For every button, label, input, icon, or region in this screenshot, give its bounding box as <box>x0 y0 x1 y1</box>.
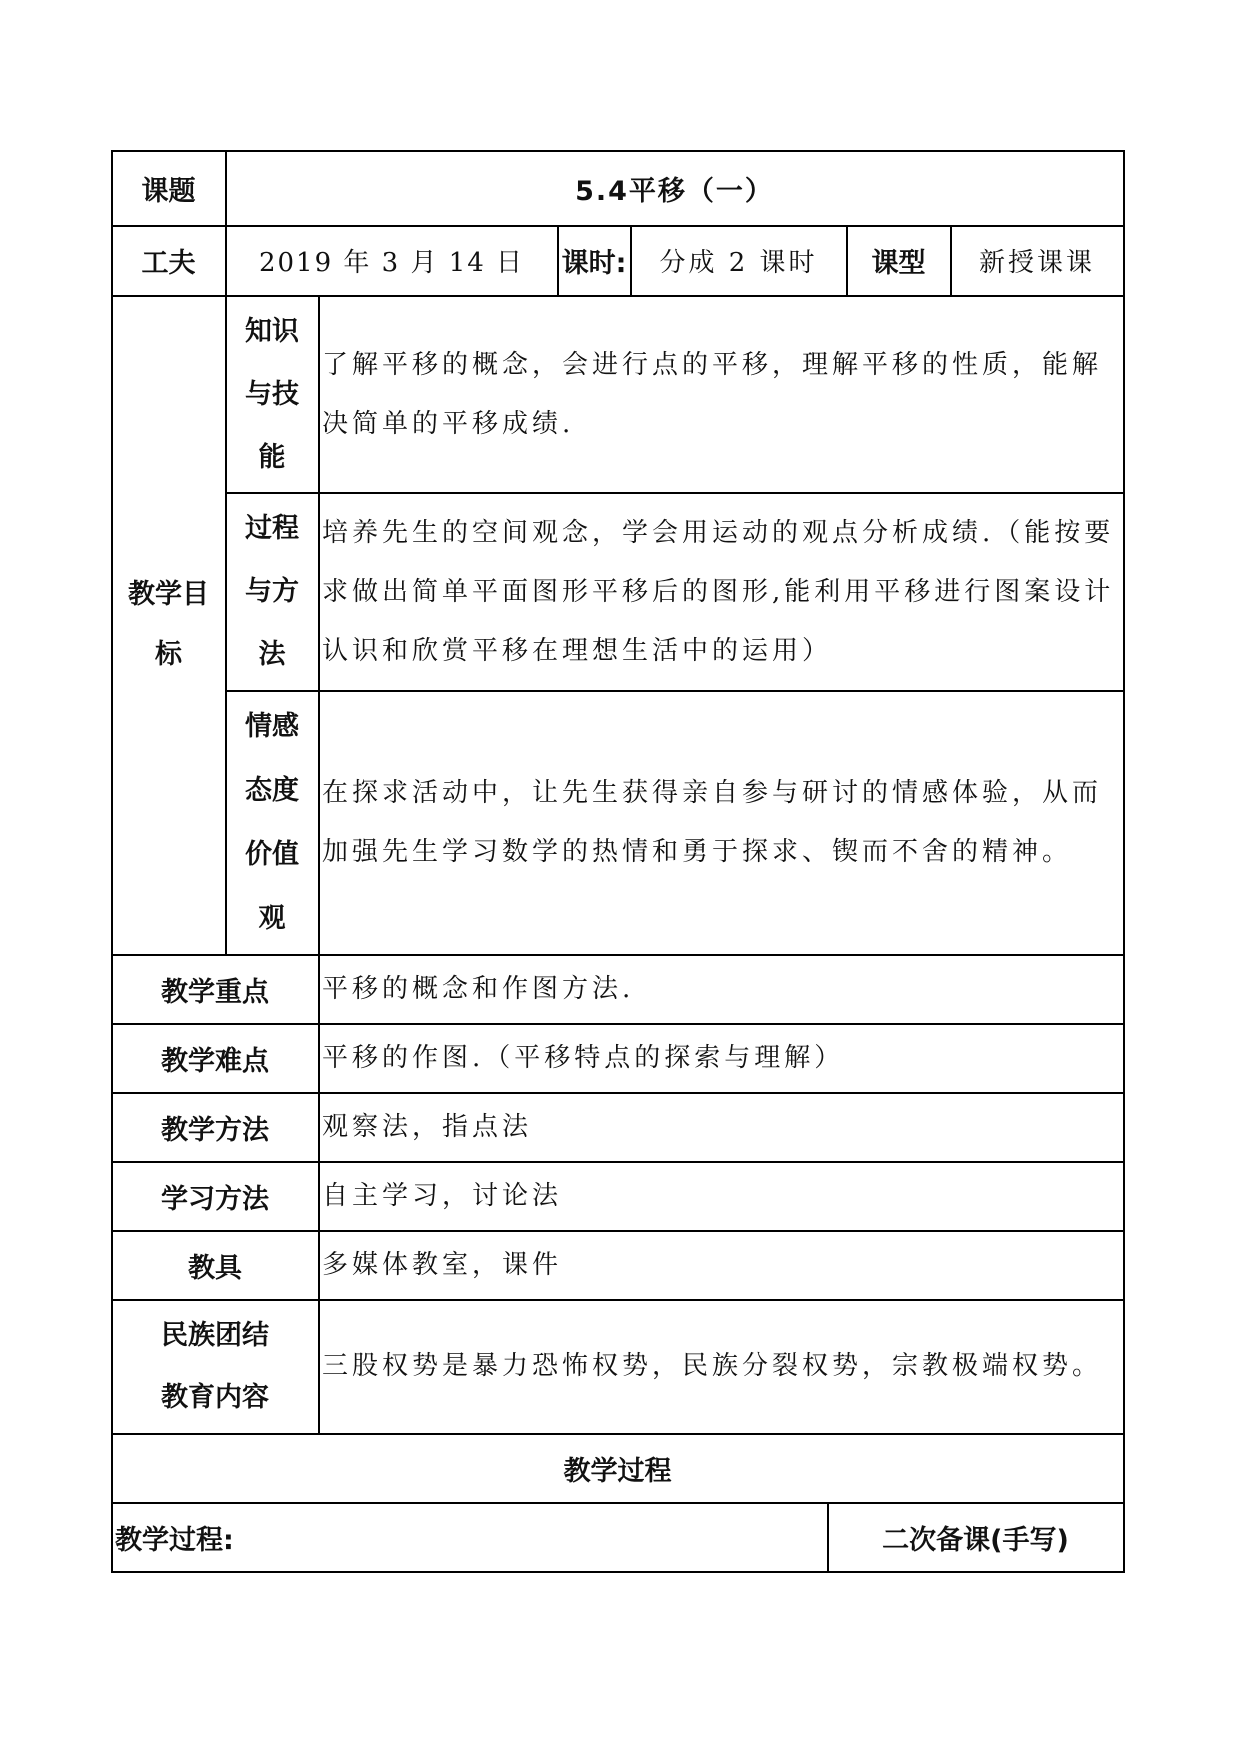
key-point-label: 教学重点 <box>161 976 269 1008</box>
emotion-label <box>226 691 318 954</box>
learning-method-value: 自主学习，讨论法 <box>322 1180 563 1211</box>
table-border <box>1123 150 1125 1573</box>
process-section-title: 教学过程 <box>563 1455 672 1487</box>
process-label-line: 与方 <box>245 576 299 607</box>
process-label <box>226 493 318 690</box>
period-value: 分成 2 课时 <box>659 248 818 278</box>
unity-label <box>112 1300 318 1433</box>
objectives-label <box>112 296 225 954</box>
table-border <box>111 1571 1124 1573</box>
emotion-label-line: 价值 <box>245 838 299 870</box>
teaching-tools-label: 教具 <box>188 1252 242 1284</box>
second-prep-label: 二次备课(手写) <box>882 1524 1069 1556</box>
table-border <box>225 690 1124 692</box>
teaching-tools-value: 多媒体教室，课件 <box>322 1249 563 1280</box>
emotion-label-line: 观 <box>258 902 286 934</box>
knowledge-label <box>226 296 318 492</box>
topic-label: 课题 <box>141 175 196 207</box>
table-border <box>225 492 1124 494</box>
topic-value: 5.4平移（一） <box>575 175 774 207</box>
difficulty-label: 教学难点 <box>161 1045 269 1077</box>
process-label-line: 过程 <box>245 513 299 544</box>
unity-label-line: 教育内容 <box>161 1381 269 1413</box>
type-label: 课型 <box>871 248 926 279</box>
key-point-value: 平移的概念和作图方法. <box>322 973 635 1004</box>
process-label-line: 法 <box>258 639 286 670</box>
knowledge-label-line: 与技 <box>245 378 299 410</box>
teaching-method-label: 教学方法 <box>161 1114 269 1146</box>
teaching-method-value: 观察法，指点法 <box>322 1111 533 1142</box>
learning-method-label: 学习方法 <box>161 1183 269 1215</box>
knowledge-label-line: 能 <box>258 441 286 473</box>
date-label: 工夫 <box>141 248 196 279</box>
objectives-label-line: 标 <box>155 639 182 670</box>
type-value: 新授课课 <box>978 248 1095 278</box>
process-text: 培养先生的空间观念，学会用运动的观点分析成绩.（能按要求做出简单平面图形平移后的图形,能利用平移进行图案设计认识和欣赏平移在理想生活中的运用） <box>322 517 1115 666</box>
date-value: 2019 年 3 月 14 日 <box>258 248 525 278</box>
knowledge-text: 了解平移的概念，会进行点的平移，理解平移的性质，能解决简单的平移成绩. <box>322 350 1103 439</box>
difficulty-value: 平移的作图.（平移特点的探索与理解） <box>322 1042 845 1073</box>
period-label: 课时: <box>561 248 627 279</box>
knowledge-label-line: 知识 <box>245 315 299 347</box>
unity-value: 三股权势是暴力恐怖权势，民族分裂权势，宗教极端权势。 <box>322 1351 1103 1381</box>
emotion-label-line: 态度 <box>245 774 299 806</box>
objectives-label-line: 教学目 <box>128 579 209 610</box>
table-border <box>318 295 320 1434</box>
unity-label-line: 民族团结 <box>161 1319 269 1351</box>
emotion-label-line: 情感 <box>245 710 299 742</box>
process-left-label: 教学过程: <box>115 1524 234 1556</box>
emotion-text: 在探求活动中，让先生获得亲自参与研讨的情感体验，从而加强先生学习数学的热情和勇于探求、锲而不舍的精神。 <box>322 778 1103 867</box>
